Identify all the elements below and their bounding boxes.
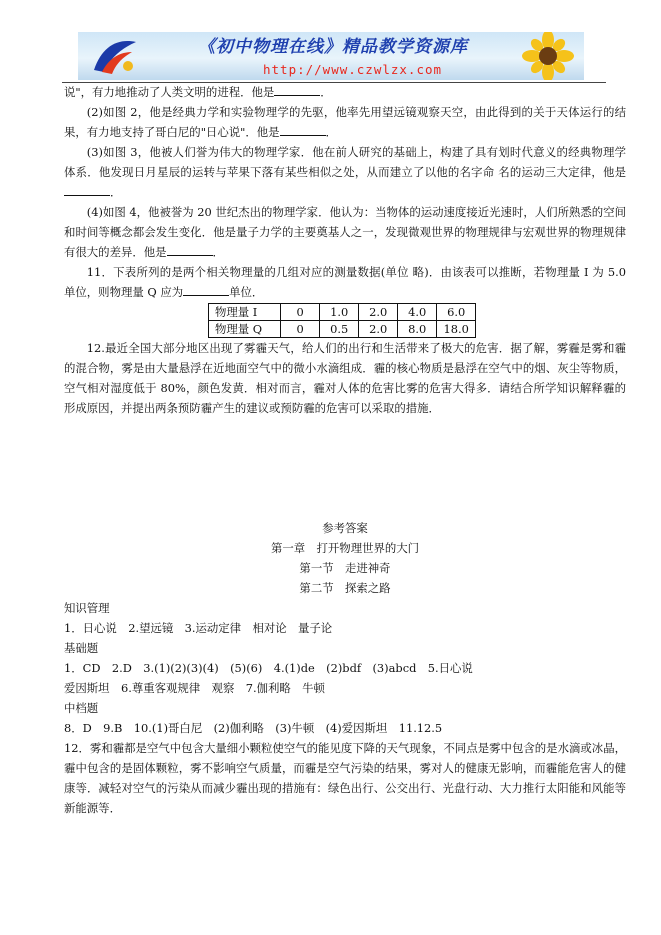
table-cell: 2.0 <box>359 304 398 321</box>
table-cell: 0.5 <box>320 321 359 338</box>
q12-text: 12.最近全国大部分地区出现了雾霾天气，给人们的出行和生活带来了极大的危害．据了解，雾霾是雾和霾的混合物，雾是由大量悬浮在近地面空气中的微小水滴组成．霾的核心物质是悬浮在空气中的烟、灰尘等物质，空气相对湿度低于 80%，颜色发黄．相对而言，霾对人体的危害比雾的危害大得多．请结合所学知识解释霾的形成原因，并提出两条预防霾产生的建议或预防霾的危害可以采取的措施． <box>64 341 626 415</box>
answer-blank <box>280 122 326 136</box>
table-cell: 18.0 <box>437 321 476 338</box>
answer-blank <box>167 242 213 256</box>
answer-line: 爱因斯坦 6.尊重客观规律 观察 7.伽利略 牛顿 <box>64 681 325 695</box>
answer-line: 8．D 9.B 10.(1)哥白尼 (2)伽利略 (3)牛顿 (4)爱因斯坦 11.12.5 <box>64 721 443 735</box>
answer-blank <box>183 282 229 296</box>
site-logo-icon <box>88 36 144 76</box>
answers-heading: 参考答案 <box>322 521 368 535</box>
q10-part3: (3)如图 3，他被人们誉为伟大的物理学家．他在前人研究的基础上，构建了具有划时代意义的经典物理学体系．他发现日月星辰的运转与苹果下落有某些相似之处，从而建立了以他的名字命 名的运动三大定律，他是． <box>64 145 626 199</box>
part-title: 基础题 <box>64 641 99 655</box>
table-cell: 1.0 <box>320 304 359 321</box>
chapter-title: 第一章 打开物理世界的大门 <box>270 541 420 555</box>
answer-blank <box>274 82 320 96</box>
measurement-table <box>208 303 476 338</box>
table-cell: 0 <box>281 321 320 338</box>
table-cell: 8.0 <box>398 321 437 338</box>
table-cell: 6.0 <box>437 304 476 321</box>
part-title: 知识管理 <box>64 601 110 615</box>
header-banner <box>78 32 584 80</box>
q11-text: 11．下表所列的是两个相关物理量的几组对应的测量数据(单位 略)．由该表可以推断，若物理量 I 为 5.0 单位，则物理量 Q 应为 单位． <box>64 265 626 299</box>
questions-section <box>64 82 626 418</box>
table-cell: 4.0 <box>398 304 437 321</box>
section-title: 第二节 探索之路 <box>299 581 391 595</box>
sunflower-icon <box>508 32 578 80</box>
q10-tail: 说"，有力地推动了人类文明的进程．他是 ． <box>64 82 626 102</box>
q10-part4: (4)如图 4，他被誉为 20 世纪杰出的物理学家．他认为：当物体的运动速度接近光速时，人们所熟悉的空间和时间等概念都会发生变化．他是量子力学的主要奠基人之一，发现微观世界的物理规律与宏观世界的物理规律有很大的差异．他是 ． <box>64 205 626 259</box>
row-label: 物理量 Q <box>209 321 281 338</box>
banner-title: 《初中物理在线》精品教学资源库 <box>198 37 468 57</box>
answer-paragraph: 12．雾和霾都是空气中包含大量细小颗粒使空气的能见度下降的天气现象，不同点是雾中包含的是水滴或冰晶，霾中包含的是固体颗粒，雾不影响空气质量，而霾是空气污染的结果，雾对人的健康无影响，而霾能危害人的健康等．减轻对空气的污染从而减少霾出现的措施有：绿色出行、公交出行、光盘行动、大力推行太阳能和风能等新能源等． <box>64 741 626 815</box>
answer-line: 1．CD 2.D 3.(1)(2)(3)(4) (5)(6) 4.(1)de (2)bdf (3)abcd 5.日心说 <box>64 661 473 675</box>
answers-section <box>64 518 626 818</box>
banner-url: http://www.czwlzx.com <box>263 62 443 77</box>
table-cell: 2.0 <box>359 321 398 338</box>
section-title: 第一节 走进神奇 <box>299 561 391 575</box>
table-cell: 0 <box>281 304 320 321</box>
row-label: 物理量 I <box>209 304 281 321</box>
part-title: 中档题 <box>64 701 99 715</box>
answer-line: 1．日心说 2.望远镜 3.运动定律 相对论 量子论 <box>64 621 333 635</box>
table-row <box>209 321 476 338</box>
table-row <box>209 304 476 321</box>
q10-part2: (2)如图 2，他是经典力学和实验物理学的先驱，他率先用望远镜观察天空，由此得到的关于天体运行的结果，有力地支持了哥白尼的"日心说"．他是 ． <box>64 105 626 139</box>
answer-blank <box>64 182 110 196</box>
